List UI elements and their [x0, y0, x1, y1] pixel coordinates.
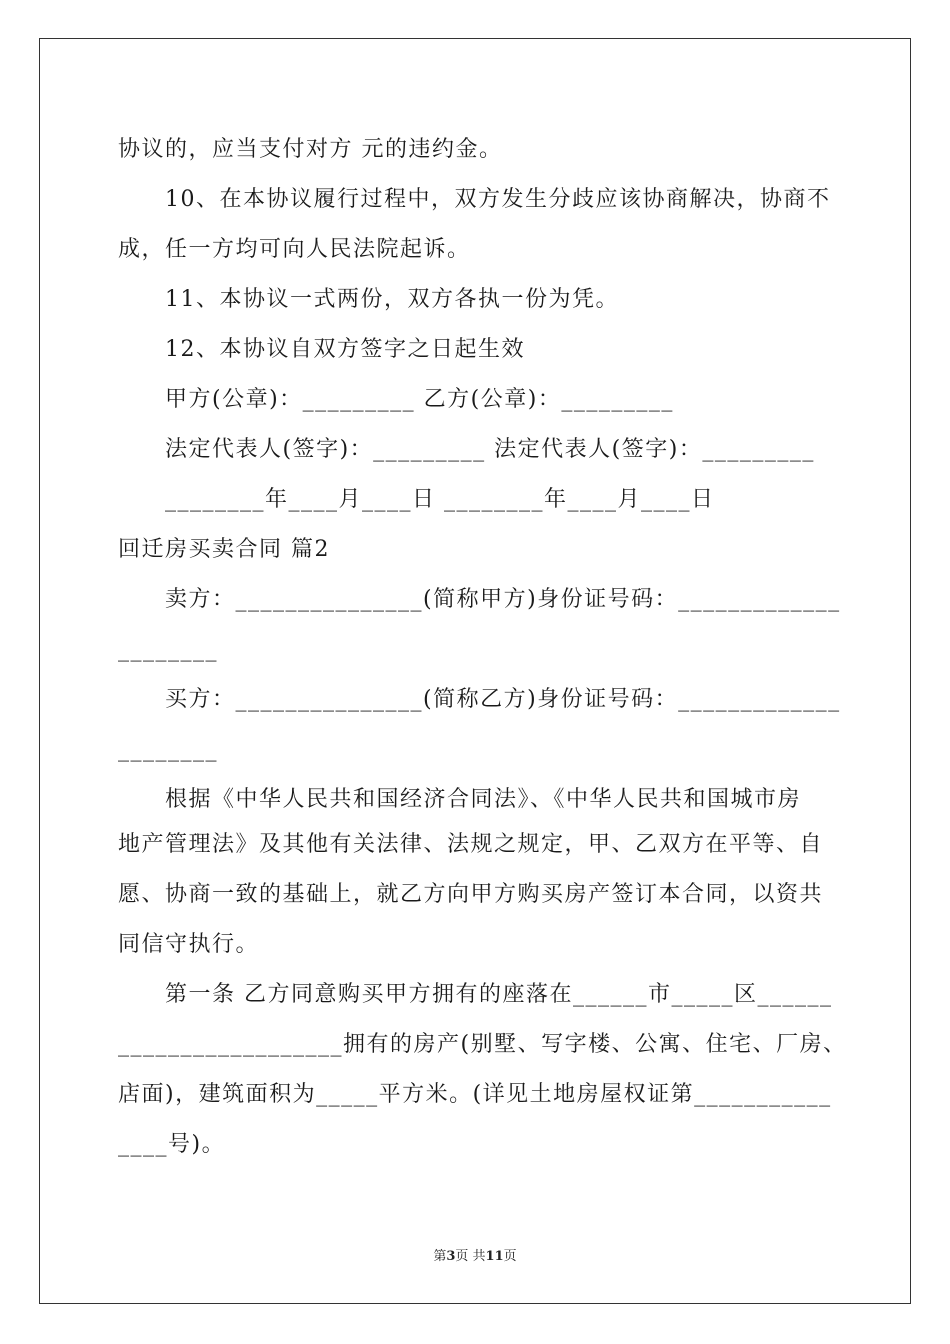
- clause-11: 11、本协议一式两份，双方各执一份为凭。: [165, 287, 619, 312]
- page-prefix: 第: [433, 1249, 447, 1264]
- preamble-line: 地产管理法》及其他有关法律、法规之规定，甲、乙双方在平等、自: [118, 832, 824, 857]
- preamble-line: 愿、协商一致的基础上，就乙方向甲方购买房产签订本合同，以资共: [118, 882, 824, 907]
- article-1-line: 店面)，建筑面积为_____平方米。(详见土地房屋权证第___________: [118, 1082, 832, 1107]
- article-1: 第一条 乙方同意购买甲方拥有的座落在______市_____区______: [165, 982, 833, 1007]
- page-total: 11: [485, 1249, 504, 1264]
- page-mid: 页 共: [455, 1249, 486, 1264]
- preamble-line: 根据《中华人民共和国经济合同法》、《中华人民共和国城市房: [165, 787, 802, 812]
- buyer-line: 买方：_______________(简称乙方)身份证号码：_____________: [165, 687, 841, 712]
- buyer-line-cont: ________: [118, 737, 218, 762]
- seal-line: 甲方(公章)：_________ 乙方(公章)：_________: [165, 387, 674, 412]
- page-current: 3: [446, 1249, 456, 1264]
- signature-line: 法定代表人(签字)：_________ 法定代表人(签字)：_________: [165, 437, 815, 462]
- clause-12: 12、本协议自双方签字之日起生效: [165, 337, 525, 362]
- article-1-line: ____号)。: [118, 1132, 226, 1157]
- date-line: ________年____月____日 ________年____月____日: [165, 487, 715, 512]
- text-line: 协议的，应当支付对方 元的违约金。: [118, 137, 503, 162]
- text-line: 成，任一方均可向人民法院起诉。: [118, 237, 471, 262]
- section-title: 回迁房买卖合同 篇2: [118, 537, 330, 562]
- article-1-line: __________________拥有的房产(别墅、写字楼、公寓、住宅、厂房、: [118, 1032, 847, 1057]
- seller-line: 卖方：_______________(简称甲方)身份证号码：_____________: [165, 587, 841, 612]
- clause-10: 10、在本协议履行过程中，双方发生分歧应该协商解决，协商不: [165, 187, 831, 212]
- seller-line-cont: ________: [118, 637, 218, 662]
- page-suffix: 页: [503, 1249, 517, 1264]
- preamble-line: 同信守执行。: [118, 932, 260, 957]
- page-border: [39, 38, 911, 1304]
- page-footer: [0, 1248, 950, 1266]
